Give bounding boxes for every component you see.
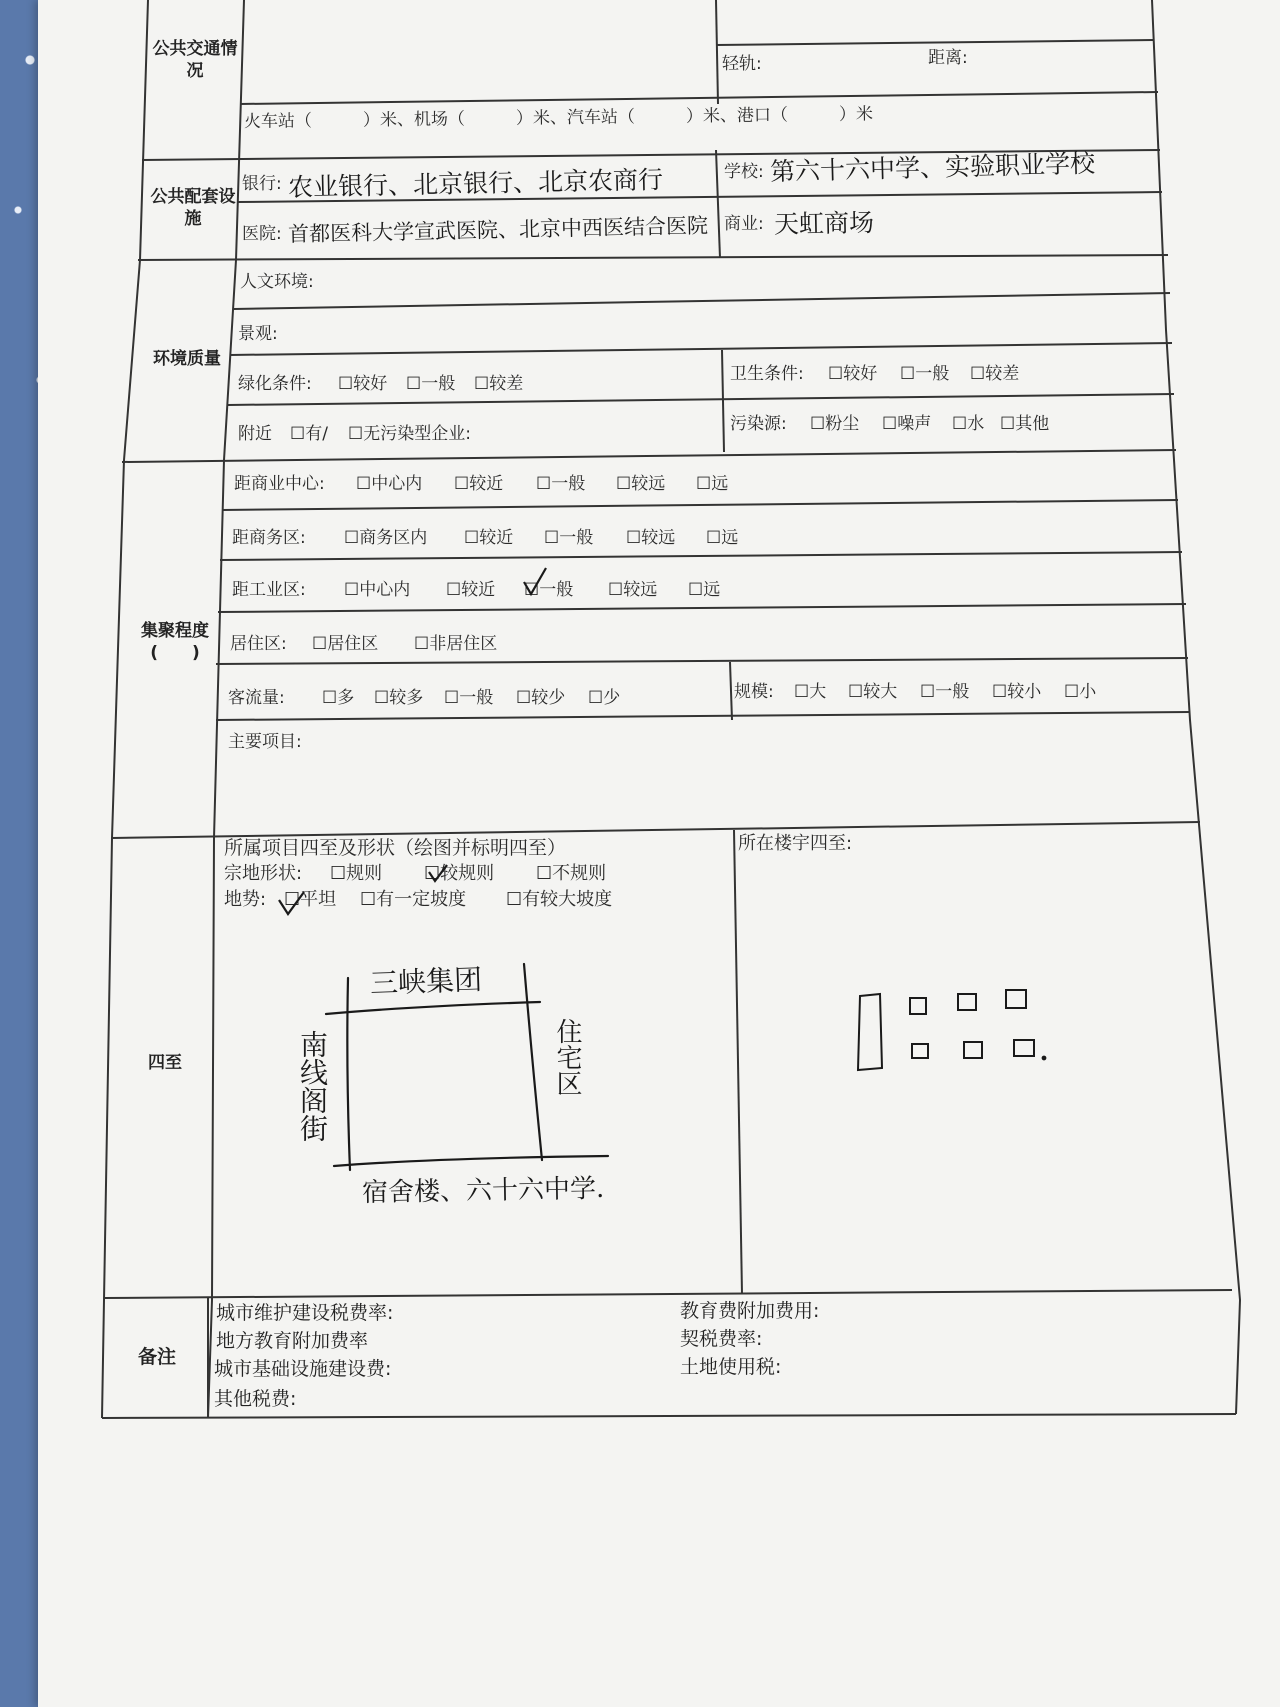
remark-local-education: 地方教育附加费率 <box>216 1330 369 1352</box>
commercial-opt-center[interactable]: 中心内 <box>371 474 423 494</box>
remark-infrastructure: 城市基础设施建设费: <box>214 1358 392 1380</box>
commercial-opt-far[interactable]: 较远 <box>631 474 666 494</box>
commerce-value: 天虹商场 <box>773 208 875 239</box>
industrial-label: 距工业区: <box>232 580 306 600</box>
remarks-label: 备注 <box>137 1346 176 1368</box>
remark-land-use-tax: 土地使用税: <box>680 1356 782 1378</box>
culture-field: 人文环境: <box>240 272 314 292</box>
greening-row: 绿化条件: ☐较好 ☐一般 ☐较差 <box>238 374 524 394</box>
shape-row: 宗地形状: ☐规则 ☐较规则 ☐不规则 <box>224 863 607 884</box>
bank-label: 银行: <box>242 174 282 194</box>
business-opt-far[interactable]: 较远 <box>641 528 676 548</box>
sketch-west: 南线阁街 <box>296 1030 329 1142</box>
terrain-label: 地势: <box>224 889 267 910</box>
shape-opt-irregular[interactable]: 不规则 <box>552 863 607 884</box>
terrain-opt-some-slope[interactable]: 有一定坡度 <box>376 889 467 910</box>
sketch-east: 住宅区 <box>552 1018 582 1096</box>
commercial-opt-near[interactable]: 较近 <box>469 474 504 494</box>
hygiene-opt-fair[interactable]: 一般 <box>915 364 950 384</box>
shape-opt-regular[interactable]: 规则 <box>346 863 383 884</box>
shape-label: 宗地形状: <box>224 863 303 884</box>
traffic-opt-medium[interactable]: 一般 <box>459 688 494 708</box>
remark-deed-tax: 契税费率: <box>680 1328 763 1350</box>
distance-field: 距离: <box>928 48 968 68</box>
facilities-label: 公共配套设施 <box>150 187 236 229</box>
commercial-opt-medium[interactable]: 一般 <box>551 474 586 494</box>
scale-row: 规模: ☐大 ☐较大 ☐一般 ☐较小 ☐小 <box>734 682 1097 702</box>
traffic-label: 客流量: <box>228 688 285 708</box>
scale-opt-smaller[interactable]: 较小 <box>1007 682 1042 702</box>
building-title: 所在楼宇四至: <box>738 833 853 854</box>
business-row: 距商务区: ☐商务区内 ☐较近 ☐一般 ☐较远 ☐远 <box>232 528 739 548</box>
residential-label: 居住区: <box>230 634 287 654</box>
nearby-label: 附近 <box>238 424 272 444</box>
main-items-field: 主要项目: <box>228 732 302 752</box>
greening-label: 绿化条件: <box>238 374 312 394</box>
commerce-label: 商业: <box>724 214 764 234</box>
stations-field: 火车站（ ）米、机场（ ）米、汽车站（ ）米、港口（ ）米 <box>243 104 874 132</box>
industrial-opt-far[interactable]: 较远 <box>623 580 658 600</box>
agglomeration-label <box>130 620 220 664</box>
remark-other-taxes: 其他税费: <box>214 1388 297 1410</box>
hospital-label: 医院: <box>242 224 282 244</box>
terrain-row: 地势: ☐平坦 ☐有一定坡度 ☐有较大坡度 <box>224 889 613 910</box>
business-label: 距商务区: <box>232 528 306 548</box>
boundaries-label: 四至 <box>148 1053 182 1073</box>
residential-opt-no[interactable]: 非居住区 <box>429 634 498 654</box>
landscape-field: 景观: <box>238 324 278 344</box>
traffic-row: 客流量: ☐多 ☐较多 ☐一般 ☐较少 ☐少 <box>228 688 621 708</box>
nearby-opt-none[interactable]: 无污染型企业: <box>363 424 471 444</box>
checkmark-icon <box>276 890 306 918</box>
checkmark-icon <box>520 566 550 600</box>
terrain-opt-flat[interactable]: 平坦 <box>300 889 337 910</box>
commercial-center-row: 距商业中心: ☐中心内 ☐较近 ☐一般 ☐较远 ☐远 <box>234 474 729 494</box>
business-opt-very-far[interactable]: 远 <box>721 528 739 548</box>
pollution-opt-noise[interactable]: 噪声 <box>897 414 932 434</box>
traffic-opt-few[interactable]: 少 <box>603 688 621 708</box>
agglomeration-paren: ( ) <box>150 643 200 663</box>
greening-opt-good[interactable]: 较好 <box>353 374 388 394</box>
agglomeration-title: 集聚程度 <box>141 621 209 641</box>
shape-opt-fairly-regular[interactable]: 较规则 <box>440 863 495 884</box>
residential-row: 居住区: ☐居住区 ☐非居住区 <box>230 634 498 654</box>
business-opt-medium[interactable]: 一般 <box>559 528 594 548</box>
sketch-north: 三峡集团 <box>369 963 483 1000</box>
environment-label: 环境质量 <box>153 349 221 369</box>
pollution-opt-other[interactable]: 其他 <box>1015 414 1050 434</box>
remark-city-maintenance: 城市维护建设税费率: <box>216 1302 394 1324</box>
school-label: 学校: <box>724 162 764 182</box>
bank-value: 农业银行、北京银行、北京农商行 <box>287 165 664 202</box>
pollution-label: 污染源: <box>730 414 787 434</box>
pollution-opt-water[interactable]: 水 <box>967 414 985 434</box>
scale-opt-larger[interactable]: 较大 <box>863 682 898 702</box>
traffic-opt-less[interactable]: 较少 <box>531 688 566 708</box>
business-opt-inside[interactable]: 商务区内 <box>359 528 428 548</box>
industrial-opt-near[interactable]: 较近 <box>461 580 496 600</box>
industrial-opt-very-far[interactable]: 远 <box>703 580 721 600</box>
hygiene-opt-good[interactable]: 较好 <box>843 364 878 384</box>
pollution-row: 污染源: ☐粉尘 ☐噪声 ☐水 ☐其他 <box>730 414 1050 434</box>
nearby-opt-yes[interactable]: 有/ <box>305 424 328 444</box>
scale-opt-large[interactable]: 大 <box>809 682 827 702</box>
scale-opt-small[interactable]: 小 <box>1079 682 1097 702</box>
traffic-opt-more[interactable]: 较多 <box>389 688 424 708</box>
checkmark-icon <box>426 862 450 886</box>
traffic-opt-many[interactable]: 多 <box>337 688 355 708</box>
sketch-south: 宿舍楼、六十六中学. <box>361 1173 605 1209</box>
building-sketch <box>846 980 1056 1080</box>
hygiene-label: 卫生条件: <box>730 364 804 384</box>
hygiene-opt-poor[interactable]: 较差 <box>985 364 1020 384</box>
school-value: 第六十六中学、实验职业学校 <box>769 148 1096 187</box>
project-title: 所属项目四至及形状（绘图并标明四至） <box>224 837 567 859</box>
remark-education-surcharge: 教育费附加费用: <box>680 1300 820 1322</box>
hygiene-row: 卫生条件: ☐较好 ☐一般 ☐较差 <box>730 364 1020 384</box>
greening-opt-fair[interactable]: 一般 <box>421 374 456 394</box>
terrain-opt-steep[interactable]: 有较大坡度 <box>522 889 613 910</box>
transport-label: 公共交通情况 <box>152 39 238 81</box>
commercial-opt-very-far[interactable]: 远 <box>711 474 729 494</box>
industrial-row: 距工业区: ☐中心内 ☐较近 ☐一般 ☐较远 ☐远 <box>232 580 721 600</box>
business-opt-near[interactable]: 较近 <box>479 528 514 548</box>
industrial-opt-center[interactable]: 中心内 <box>359 580 411 600</box>
hospital-value: 首都医科大学宣武医院、北京中西医结合医院 <box>287 213 709 247</box>
industrial-opt-medium[interactable]: 一般 <box>539 580 574 600</box>
pollution-opt-dust[interactable]: 粉尘 <box>825 414 860 434</box>
scale-label: 规模: <box>734 682 774 702</box>
scale-opt-medium[interactable]: 一般 <box>935 682 970 702</box>
residential-opt-yes[interactable]: 居住区 <box>327 634 379 654</box>
greening-opt-poor[interactable]: 较差 <box>489 374 524 394</box>
commercial-center-label: 距商业中心: <box>234 474 325 494</box>
light-rail-field: 轻轨: <box>722 54 762 74</box>
nearby-row: 附近 ☐有/ ☐无污染型企业: <box>238 424 471 444</box>
